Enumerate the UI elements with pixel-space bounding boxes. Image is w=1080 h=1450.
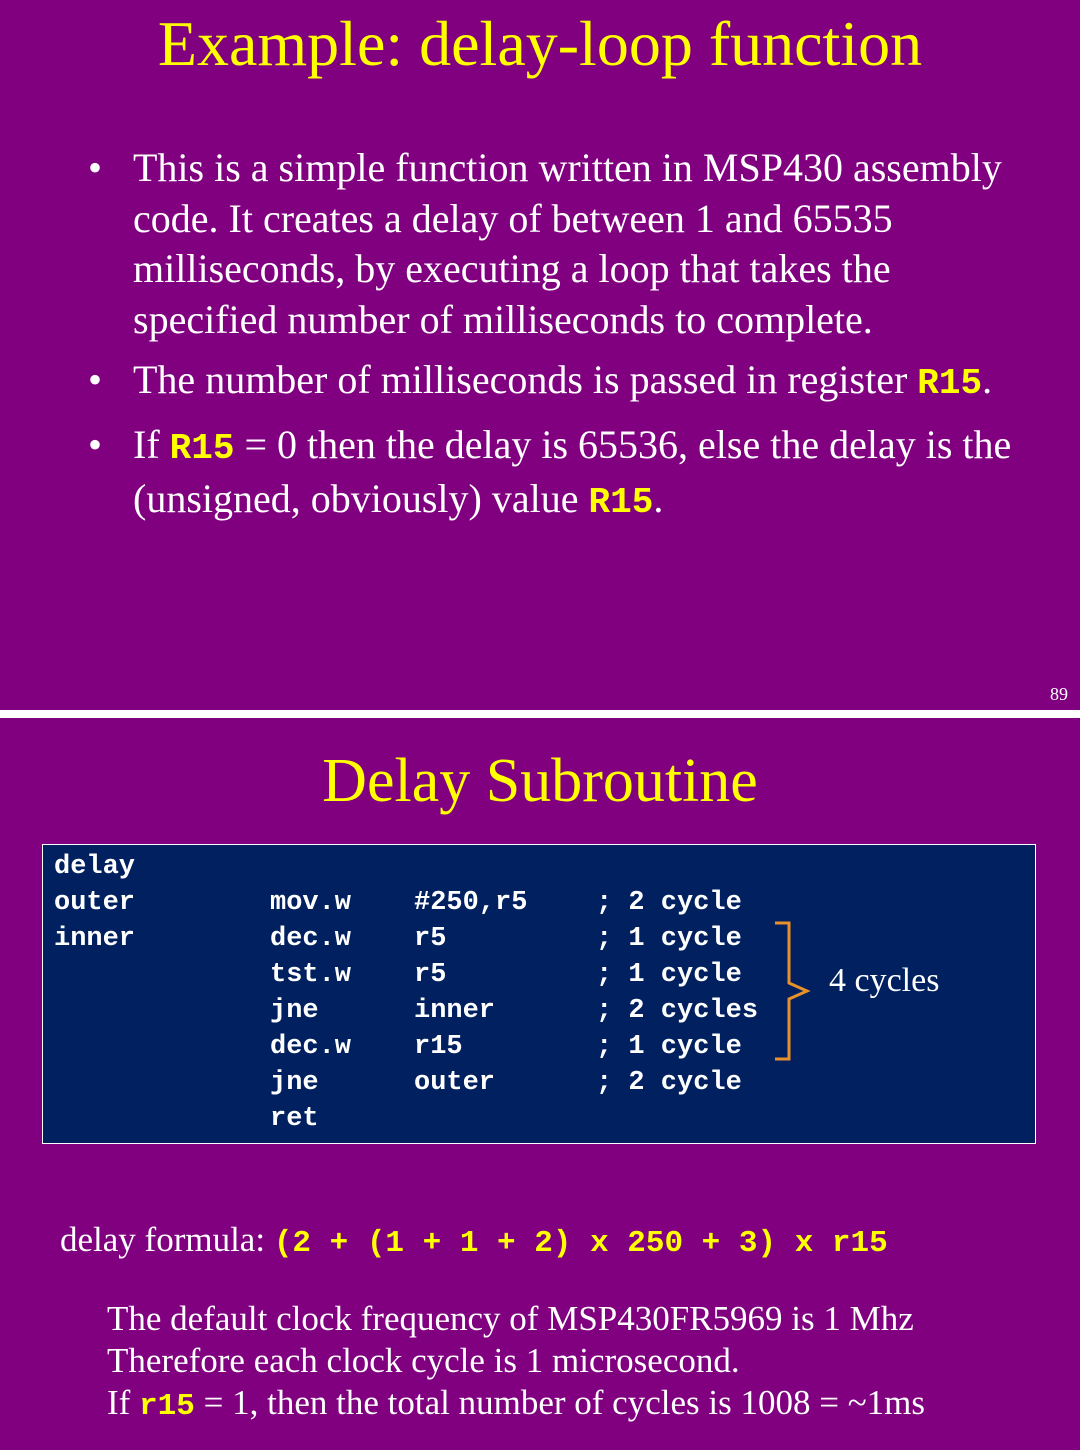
code-opcode: dec.w [270,924,352,954]
bullet-item-description [88,143,1028,345]
delay-formula [60,1218,888,1266]
code-comment: ; 1 cycle [596,960,742,990]
code-line [43,849,1037,885]
code-comment: ; 1 cycle [596,1032,742,1062]
register-code: R15 [588,482,654,523]
bullet-text: This is a simple function written in MSP430 assembly code. It creates a delay of between 1 and 65535 milliseconds, by executing a loop that takes the specified number of milliseconds to complete. [133,145,1002,342]
code-line [43,1065,1037,1101]
bullet-text: = 0 then the delay is 65536, else the delay is the (unsigned, obviously) value [133,421,1012,521]
register-code: R15 [917,363,983,404]
bullet-dot-icon: • [88,145,103,190]
code-line [43,1029,1037,1065]
info-text: = 1, then the total number of cycles is 1008 = ~1ms [194,1383,925,1422]
register-code: r15 [139,1389,195,1424]
code-line [43,1101,1037,1137]
slide-delay-subroutine [0,718,1080,1450]
info-text: If [107,1383,140,1422]
code-comment: ; 2 cycles [596,996,759,1026]
slide-delay-loop-example [0,0,1080,710]
code-operand: r5 [414,960,447,990]
code-opcode: jne [270,996,319,1026]
code-line [43,885,1037,921]
code-comment: ; 2 cycle [596,1068,742,1098]
clock-info [107,1298,1067,1428]
code-line [43,957,1037,993]
bullet-dot-icon: • [88,357,103,402]
code-opcode: tst.w [270,960,352,990]
code-opcode: jne [270,1068,319,1098]
brace-label: 4 cycles [829,962,940,999]
bullet-text: . [982,357,993,402]
info-line [107,1382,1067,1428]
bullet-list [88,143,1028,539]
bullet-dot-icon: • [88,421,103,467]
bullet-item-register [88,355,1028,410]
code-comment: ; 1 cycle [596,924,742,954]
code-label: outer [54,888,136,918]
formula-expression: (2 + (1 + 1 + 2) x 250 + 3) x r15 [273,1226,888,1261]
code-opcode: mov.w [270,888,352,918]
code-label: inner [54,924,136,954]
bullet-text: If [133,421,170,467]
info-line: The default clock frequency of MSP430FR5969 is 1 Mhz [107,1299,914,1338]
code-operand: r5 [414,924,447,954]
slide-title: Example: delay-loop function [157,8,923,79]
bullet-text: . [653,476,664,521]
code-opcode: ret [270,1104,319,1134]
code-operand: outer [414,1068,496,1098]
slide-title: Delay Subroutine [322,747,758,815]
code-listing [42,844,1036,1144]
code-operand: inner [414,996,496,1026]
code-line [43,921,1037,957]
code-comment: ; 2 cycle [596,888,742,918]
formula-label: delay formula: [60,1220,274,1259]
register-code: R15 [169,427,235,469]
bullet-text: The number of milliseconds is passed in register [133,357,918,402]
code-line [43,993,1037,1029]
code-operand: #250,r5 [414,888,528,918]
code-opcode: dec.w [270,1032,352,1062]
code-label: delay [54,852,136,882]
info-line: Therefore each clock cycle is 1 microsecond. [107,1341,740,1380]
bullet-item-zero-case [88,420,1028,529]
page-number: 89 [1050,684,1068,704]
code-operand: r15 [414,1032,463,1062]
